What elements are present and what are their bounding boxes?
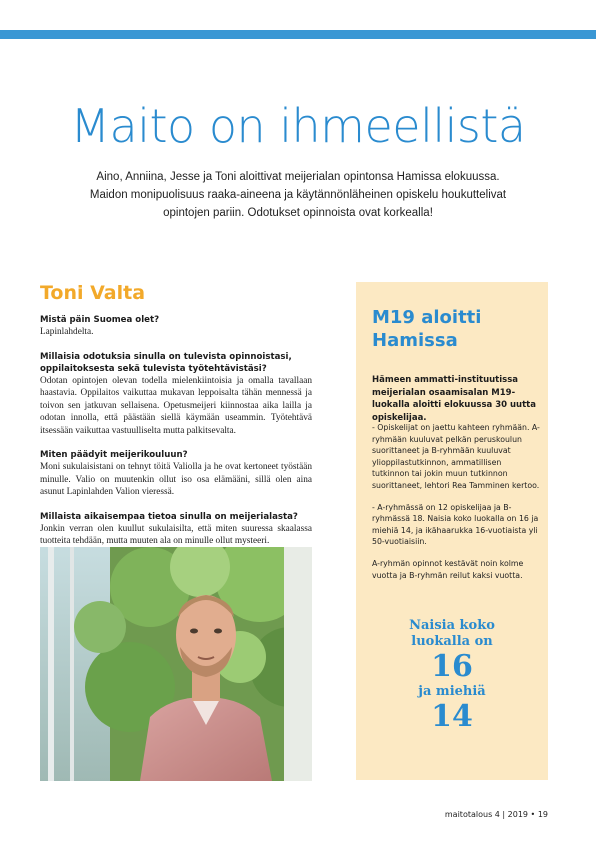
answer: Moni sukulaisistani on tehnyt töitä Valiolla ja he ovat kertoneet työstään minulle. Valio on muutenkin ollut iso osa elämääni, sillä olen aina asunut Lapinlahden Valion vieressä.: [40, 462, 312, 497]
info-sidebar: [356, 282, 548, 780]
highlight-line: ja miehiä: [418, 684, 486, 699]
answer: Jonkin verran olen kuullut sukulaisilta, että miten suuressa skaalassa tuotteita tehdään, mutta muuten ala on minulle ollut mysteeri.: [40, 523, 312, 546]
question: Miten päädyit meijerikouluun?: [40, 450, 188, 460]
article-title: Maito on ihmeellistä: [70, 99, 526, 153]
sidebar-title: M19 aloitti Hamissa: [372, 307, 482, 351]
highlight-line: luokalla on: [411, 634, 493, 649]
sidebar-paragraph: - A-ryhmässä on 12 opiskelijaa ja B-ryhmässä 18. Naisia koko luokalla on 16 ja miehiä 14, ja ikähaarukka 16-vuotiaista yli 50-vuotiaisiin.: [372, 502, 539, 547]
sidebar-lead: Hämeen ammatti-instituutissa meijerialan osaamisalan M19-luokalla aloitti elokuussa 30 uutta opiskelijaa.: [372, 375, 536, 423]
answer: Odotan opintojen olevan todella mielenkiintoisia ja omalla tavallaan haastavia. Oppilaitos vaikuttaa mukavan leppoisalta tähän mennessä ja toivon sen jatkuvan sellaisena. Opetusmeijeri kiinnostaa aika lailla ja odotan innolla, että päästään siellä käymään useammin. Työtehtävä itsessään vaikuttaa vastuulliselta mutta palkitsevalta.: [40, 375, 312, 436]
interview-qa: [40, 314, 312, 560]
men-count: 14: [431, 699, 473, 734]
question: Millaista aikaisempaa tietoa sinulla on meijerialasta?: [40, 511, 298, 522]
profile-name: Toni Valta: [40, 282, 146, 304]
answer: Lapinlahdelta.: [40, 327, 94, 337]
sidebar-paragraph: - Opiskelijat on jaettu kahteen ryhmään. A-ryhmään kuuluvat pelkän peruskoulun suorittaneet ja B-ryhmään kuuluvat ylioppilastutkinnon, ammatillisen tutkinnon tai jokin muun tutkinnon suorittaneet, lehtori Rea Tamminen kertoo.: [372, 423, 540, 490]
gender-highlight: [356, 618, 548, 734]
sidebar-body: [372, 422, 540, 591]
highlight-line: Naisia koko: [409, 618, 495, 633]
article-intro: Aino, Anniina, Jesse ja Toni aloittivat meijerialan opintonsa Hamissa elokuussa. Maidon monipuolisuus raaka-aineena ja käytännönläheinen opiskelu houkuttelivat opintojen pariin. Odotukset opinnoista ovat korkealla!: [89, 171, 507, 219]
portrait-photo: [40, 547, 312, 781]
question: Mistä päin Suomea olet?: [40, 315, 160, 325]
sidebar-paragraph: A-ryhmän opinnot kestävät noin kolme vuotta ja B-ryhmän reilut kaksi vuotta.: [372, 558, 524, 580]
women-count: 16: [431, 649, 473, 684]
page-footer: maitotalous 4 | 2019 • 19: [444, 810, 548, 819]
top-accent-bar: [0, 30, 596, 39]
question: Millaisia odotuksia sinulla on tulevista opinnoistasi, oppilaitoksesta sekä tulevista työtehtävistäsi?: [40, 351, 292, 374]
